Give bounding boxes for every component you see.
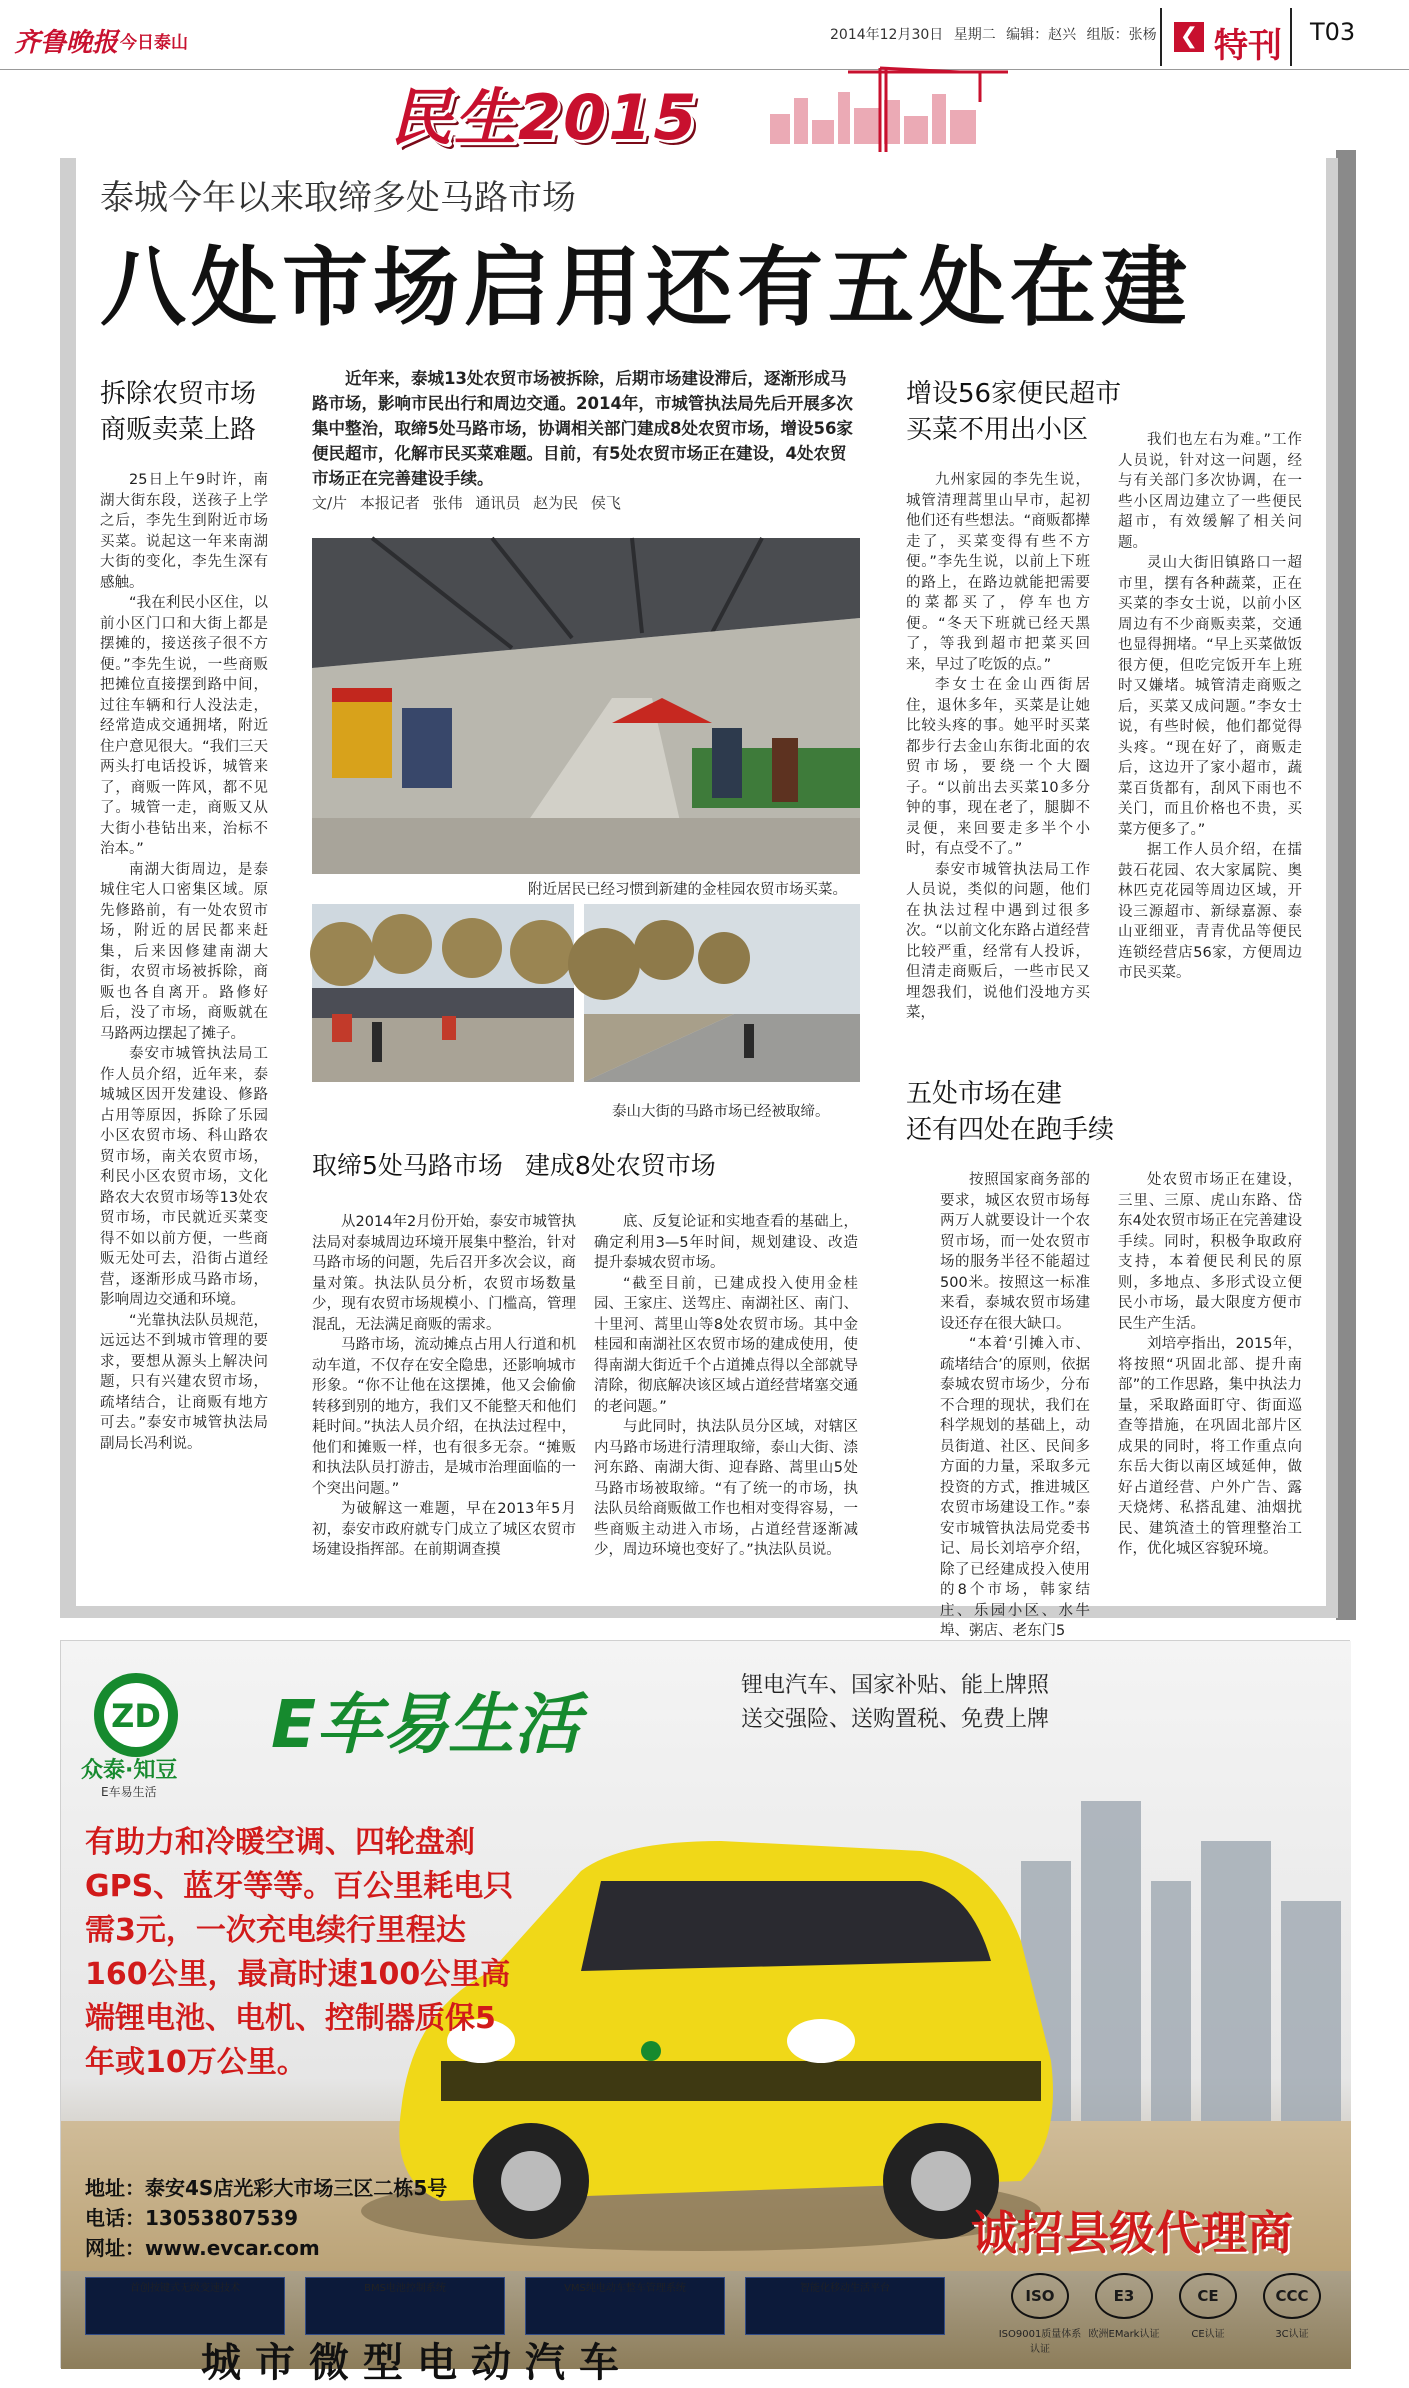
column-5: 我们也左右为难。”工作人员说，针对这一问题，经与有关部门多次协调，在一些小区周边建立了一些便民超市，有效缓解了相关问题。 灵山大街旧镇路口一超市里，摆有各种蔬菜，正在买菜的李女士说，以前小区周边有不少商贩卖菜，交通也显得拥堵。“早上买菜做饭很方便，但吃完饭开车上班时又嫌堵。城管清走商贩之后，买菜又成问题。”李女士说，有些时候，他们都觉得头疼。“现在好了，商贩走后，这边开了家小超市，蔬菜百货都有，刮风下雨也不关门，而且价格也不贵，买菜方便多了。” 据工作人员介绍，在擂鼓石花园、农大家属院、奥林匹克花园等周边区域，开设三源超市、新绿嘉源、泰山亚细亚，青青优品等便民连锁经营店56家，方便周边市民买菜。 [1118, 432, 1302, 981]
article-lead: 近年来，泰城13处农贸市场被拆除，后期市场建设滞后，逐渐形成马路市场，影响市民出行和周边交通。2014年，市城管执法局先后开展多次集中整治，取缔5处马路市场，协调相关部门建成8处农贸市场，增设56家便民超市，化解市民买菜难题。目前，有5处农贸市场正在建设，4处农贸市场正在完善建设手续。 [312, 369, 853, 488]
section-name: 今日泰山 [120, 33, 188, 53]
subhead-4: 五处市场在建 还有四处在跑手续 [906, 1079, 1115, 1145]
frame-shadow [1336, 150, 1356, 1620]
column-4: 九州家园的李先生说，城管清理蒿里山早市，起初他们还有些想法。“商贩都撵走了，买菜变得有些不方便。”李先生说，以前上下班的路上，在路边就能把需要的菜都买了，停车也方便。“冬天下班就已经天黑了，等我到超市把菜买回来，早过了吃饭的点。” 李女士在金山西街居住，退休多年，买菜是让她比较头疼的事。她平时买菜都步行去金山东街北面的农贸市场，要绕一个大圈子。“以前出去买菜10多分钟的事，现在老了，腿脚不灵便，来回要走多半个小时，有点受不了。” 泰安市城管执法局工作人员说，类似的问题，他们在执法过程中遇到过很多次。“以前文化东路占道经营比较严重，经常有人投诉，但清走商贩后，一些市民又埋怨我们，说他们没地方买菜， [906, 472, 1090, 1021]
designer: 组版：张杨 [1086, 27, 1157, 43]
column-7: 处农贸市场正在建设，三里、三原、虎山东路、岱东4处农贸市场正在完善建设手续。同时，积极争取政府支持，本着便民利民的原则，多地点、多形式设立便民小市场，最大限度方便市民生产生活。 刘培亭指出，2015年，将按照“巩固北部、提升南部”的工作思路，集中执法力量，采取路面盯守、街面巡查等措施，在巩固北部片区成果的同时，将工作重点向东岳大街以南区域延伸，做好占道经营、户外广告、露天烧烤、私搭乱建、油烟扰民、建筑渣土的管理整治工作，优化城区容貌环境。 [1118, 1172, 1302, 1557]
thumb-caption: 智能化移动生活平台 [800, 2283, 890, 2294]
subhead-3: 增设56家便民超市 买菜不用出小区 [906, 379, 1122, 445]
cert-caption: 欧洲EMark认证 [1088, 2329, 1160, 2340]
page-number: T03 [1310, 18, 1356, 46]
issue-date: 2014年12月30日 [830, 27, 944, 43]
subhead-2: 取缔5处马路市场 建成8处农贸市场 [312, 1151, 716, 1180]
banner-title: 民生2015 [390, 81, 699, 154]
ad-features: 有助力和冷暖空调、四轮盘刹GPS、蓝牙等等。百公里耗电只需3元，一次充电续行里程达160公里，最高时速100公里高端锂电池、电机、控制器质保5年或10万公里。 [85, 1825, 514, 2080]
cert-caption: CE认证 [1191, 2329, 1225, 2340]
cert-caption: ISO9001质量体系认证 [998, 2329, 1082, 2355]
photo-caption-1: 附近居民已经习惯到新建的金桂园农贸市场买菜。 [528, 882, 847, 898]
column-2: 从2014年2月份开始，泰安市城管执法局对泰城周边环境开展集中整治，针对马路市场的问题，先后召开多次会议，商量对策。执法队员分析，农贸市场数量少，现有农贸市场规模小、门槛高，管理混乱，无法满足商贩的需求。 马路市场，流动摊点占用人行道和机动车道，不仅存在安全隐患，还影响城市形象。“你不让他在这摆摊，他又会偷偷转移到别的地方，我们又不能整天和他们耗时间。”执法人员介绍，在执法过程中，他们和摊贩一样，也有很多无奈。“摊贩和执法队员打游击，是城市治理面临的一个突出问题。” 为破解这一难题，早在2013年5月初，泰安市政府就专门成立了城区农贸市场建设指挥部。在前期调查摸 [312, 1214, 576, 1558]
article-headline: 八处市场启用还有五处在建 [100, 238, 1192, 338]
special-tag [1160, 8, 1292, 66]
thumb-caption: VMS纯电动车整车管理系统 [564, 2283, 686, 2294]
ad-phone: 电话：13053807539 [85, 2206, 299, 2230]
article-kicker: 泰城今年以来取缔多处马路市场 [100, 178, 576, 218]
ccc-icon: CCC [1263, 2273, 1321, 2319]
column-3: 底、反复论证和实地查看的基础上，确定利用3—5年时间，规划建设、改造提升泰城农贸市场。 “截至目前，已建成投入使用金桂园、王家庄、送驾庄、南湖社区、南门、十里河、蒿里山等8处农贸市场。其中金桂园和南湖社区农贸市场的建成使用，使得南湖大街近千个占道摊点得以全部就导清除，彻底解决该区域占道经营堵塞交通的老问题。” 与此同时，执法队员分区域，对辖区内马路市场进行清理取缔，泰山大街、渿河东路、南湖大街、迎春路、蒿里山5处马路市场被取缔。“有了统一的市场，执法队员给商贩做工作也相对变得容易，一些商贩主动进入市场，占道经营逐渐减少，周边环境也变好了。”执法队员说。 [594, 1214, 858, 1558]
ad-address: 地址：泰安4S店光彩大市场三区二栋5号 [85, 2176, 448, 2200]
column-1: 25日上午9时许，南湖大街东段，送孩子上学之后，李先生到附近市场买菜。说起这一年来南湖大街的变化，李先生深有感触。 “我在利民小区住，以前小区门口和大街上都是摆摊的，接送孩子很不方便。”李先生说，一些商贩把摊位直接摆到路中间，过往车辆和行人没法走，经常造成交通拥堵，附近住户意见很大。“我们三天两头打电话投诉，城管来了，商贩一阵风，都不见了。城管一走，商贩又从大街小巷钻出来，治标不治本。” 南湖大街周边，是泰城住宅人口密集区域。原先修路前，有一处农贸市场，附近的居民都来赶集，后来因修建南湖大街，农贸市场被拆除，商贩也各自离开。路修好后，没了市场，商贩就在马路两边摆起了摊子。 泰安市城管执法局工作人员介绍，近年来，泰城城区因开发建设、修路占用等原因，拆除了乐园小区农贸市场、科山路农贸市场，南关农贸市场，利民小区农贸市场，文化路农大农贸市场等13处农贸市场，市民就近买菜变得不如以前方便，一些商贩无处可去，沿街占道经营，逐渐形成马路市场，影响周边交通和环境。 “光靠执法队员规范，远远达不到城市管理的要求，要想从源头上解决问题，只有兴建农贸市场，疏堵结合，让商贩有地方可去。”泰安市城管执法局副局长冯利说。 [100, 472, 268, 1452]
iso-icon: ISO [1011, 2273, 1069, 2319]
svg-text:ZD: ZD [111, 1697, 161, 1735]
advertisement [60, 1640, 1350, 2386]
ad-contact [85, 2173, 447, 2263]
article-byline: 文/片 本报记者 张伟 通讯员 赵为民 侯飞 [312, 494, 621, 512]
chevron-left-icon: ❮ [1174, 22, 1204, 52]
ad-footer: 城市微型电动汽车 [201, 2340, 633, 2386]
street-photo-after [584, 904, 860, 1082]
newspaper-logo: 齐鲁晚报 [14, 28, 119, 58]
issue-info [830, 24, 1157, 44]
special-tag-label: 特刊 [1214, 26, 1282, 66]
market-photo [312, 538, 860, 874]
column-6: 按照国家商务部的要求，城区农贸市场每两万人就要设计一个农贸市场，而一处农贸市场的服务半径不能超过500米。按照这一标准来看，泰城农贸市场建设还存在很大缺口。 “本着‘引摊入市、疏堵结合’的原则，依据泰城农贸市场少，分布不合理的现状，我们在科学规划的基础上，动员街道、社区、民间多方面的力量，采取多元投资的方式，推进城区农贸市场建设工作。”泰安市城管执法局党委书记、局长刘培亭介绍，除了已经建成投入使用的8个市场，韩家结庄、乐园小区、水牛埠、粥店、老东门5 [940, 1172, 1090, 1639]
ad-perks: 锂电汽车、国家补贴、能上牌照 送交强险、送购置税、免费上牌 [741, 1673, 1050, 1732]
emark-icon: E3 [1095, 2273, 1153, 2319]
page-header [0, 0, 1409, 70]
editor: 编辑：赵兴 [1006, 27, 1077, 43]
cert-caption: 3C认证 [1275, 2329, 1309, 2340]
ad-brand-sub: E车易生活 [101, 1785, 157, 1799]
section-banner [330, 62, 1030, 154]
subhead-1: 拆除农贸市场 商贩卖菜上路 [100, 379, 257, 445]
thumb-caption: BMS电池控制系统 [364, 2283, 446, 2294]
ad-recruit: 诚招县级代理商 [971, 2206, 1293, 2260]
issue-weekday: 星期二 [953, 27, 996, 43]
ad-tagline: E车易生活 [271, 1686, 581, 1763]
crane-icon [840, 62, 1010, 152]
thumb-caption: 首创按键式无级变速技术 [130, 2283, 240, 2294]
photo-caption-2: 泰山大街的马路市场已经被取缔。 [612, 1104, 830, 1120]
ad-brand: 众泰·知豆 [81, 1758, 178, 1783]
ad-website: 网址：www.evcar.com [85, 2236, 320, 2260]
street-photo-before [312, 904, 574, 1082]
ce-icon: CE [1179, 2273, 1237, 2319]
